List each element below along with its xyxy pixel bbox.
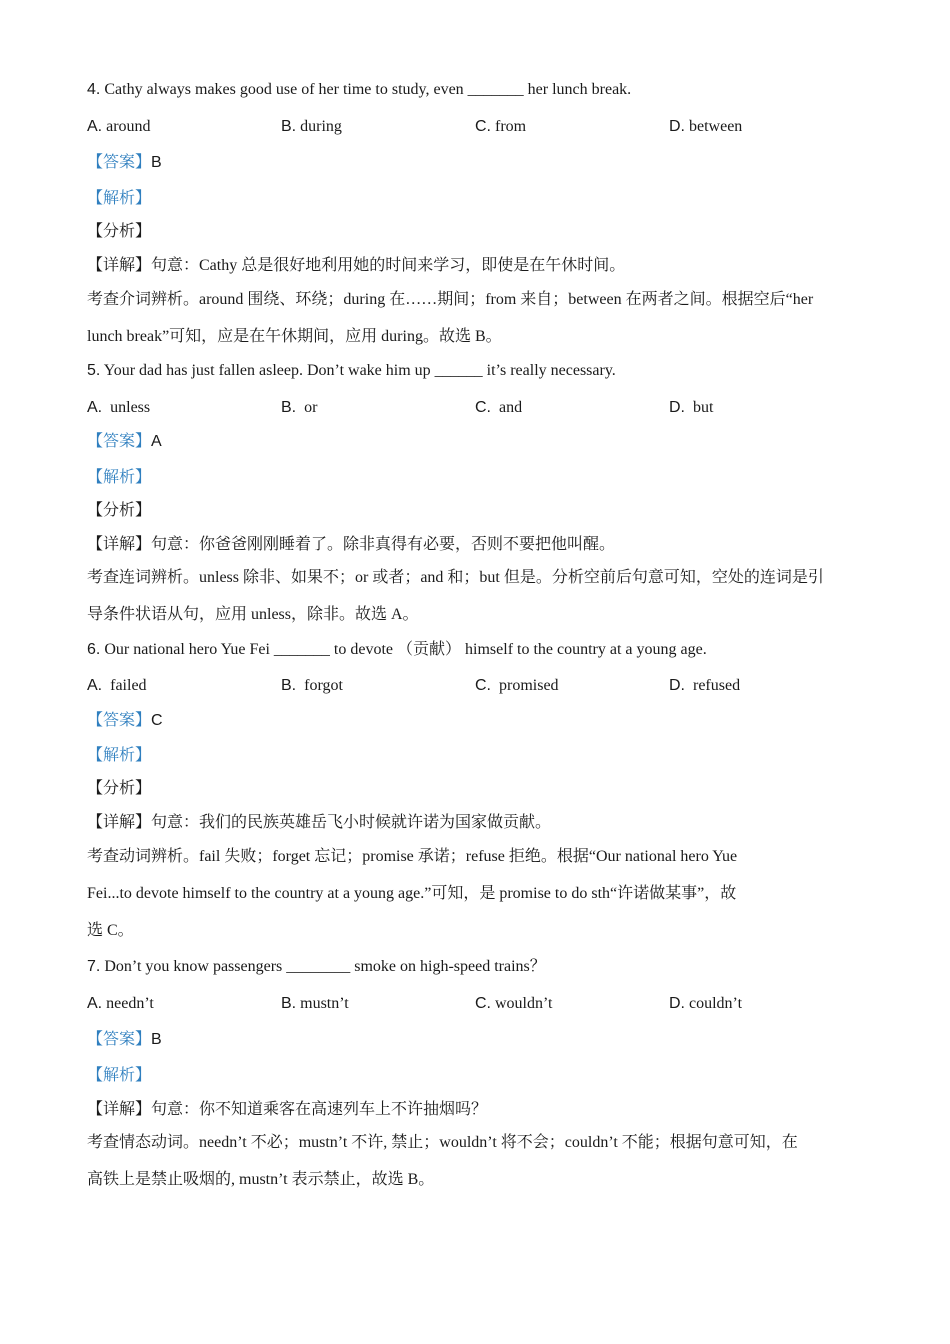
q6-analysis-line1: 考查动词辨析。fail 失败；forget 忘记；promise 承诺；refuse 拒绝。根据“Our national hero Yue <box>87 848 738 865</box>
q6-option-d: D. refused <box>669 677 741 694</box>
q4-answer: 【答案】B <box>87 154 162 171</box>
q6-jiexi-label: 【解析】 <box>87 747 152 764</box>
q5-option-a: A. unless <box>87 399 151 416</box>
q6-detail: 【详解】句意：我们的民族英雄岳飞小时候就许诺为国家做贡献。 <box>87 814 552 831</box>
q5-answer: 【答案】A <box>87 433 162 450</box>
q4-jiexi-label: 【解析】 <box>87 190 152 207</box>
q7-option-a: A. needn’t <box>87 995 154 1012</box>
q7-option-c: C. wouldn’t <box>475 995 553 1012</box>
question-7-stem: 7. Don’t you know passengers ________ smoke on high-speed trains？ <box>87 958 546 975</box>
q5-fenxi-label: 【分析】 <box>87 502 152 519</box>
q6-analysis-line2: Fei...to devote himself to the country at a young age.”可知，是 promise to do sth“许诺做某事”，故 <box>87 885 737 902</box>
q6-option-a: A. failed <box>87 677 147 694</box>
question-5-stem: 5. Your dad has just fallen asleep. Don’t wake him up ______ it’s really necessary. <box>87 362 616 379</box>
q4-analysis-line2: lunch break”可知，应是在午休期间，应用 during。故选 B。 <box>87 328 502 345</box>
q4-analysis-line1: 考查介词辨析。around 围绕、环绕；during 在……期间；from 来自；between 在两者之间。根据空后“her <box>87 291 814 308</box>
q6-option-c: C. promised <box>475 677 559 694</box>
q7-option-d: D. couldn’t <box>669 995 743 1012</box>
q5-jiexi-label: 【解析】 <box>87 469 152 486</box>
q5-option-b: B. or <box>281 399 318 416</box>
q4-option-d: D. between <box>669 118 743 135</box>
q7-analysis-line1: 考查情态动词。needn’t 不必；mustn’t 不许, 禁止；wouldn’t 将不会；couldn’t 不能；根据句意可知，在 <box>87 1134 798 1151</box>
q5-option-d: D. but <box>669 399 714 416</box>
question-6-stem: 6. Our national hero Yue Fei _______ to devote （贡献） himself to the country at a young age. <box>87 641 707 658</box>
q5-analysis-line2: 导条件状语从句，应用 unless，除非。故选 A。 <box>87 606 419 623</box>
q5-option-c: C. and <box>475 399 523 416</box>
q6-fenxi-label: 【分析】 <box>87 780 152 797</box>
q6-analysis-line3: 选 C。 <box>87 922 134 939</box>
q7-analysis-line2: 高铁上是禁止吸烟的, mustn’t 表示禁止，故选 B。 <box>87 1171 435 1188</box>
q7-answer: 【答案】B <box>87 1031 162 1048</box>
q7-option-b: B. mustn’t <box>281 995 349 1012</box>
q4-option-c: C. from <box>475 118 527 135</box>
q5-detail: 【详解】句意：你爸爸刚刚睡着了。除非真得有必要，否则不要把他叫醒。 <box>87 536 616 553</box>
q4-option-b: B. during <box>281 118 342 135</box>
q4-option-a: A. around <box>87 118 151 135</box>
q6-answer: 【答案】C <box>87 712 163 729</box>
q7-detail: 【详解】句意：你不知道乘客在高速列车上不许抽烟吗？ <box>87 1101 488 1118</box>
q5-analysis-line1: 考查连词辨析。unless 除非、如果不；or 或者；and 和；but 但是。分析空前后句意可知，空处的连词是引 <box>87 569 824 586</box>
q4-detail: 【详解】句意：Cathy 总是很好地利用她的时间来学习，即使是在午休时间。 <box>87 257 626 274</box>
q6-option-b: B. forgot <box>281 677 343 694</box>
question-4-stem: 4. Cathy always makes good use of her time to study, even _______ her lunch break. <box>87 81 632 98</box>
q7-jiexi-label: 【解析】 <box>87 1067 152 1084</box>
q4-fenxi-label: 【分析】 <box>87 223 152 240</box>
